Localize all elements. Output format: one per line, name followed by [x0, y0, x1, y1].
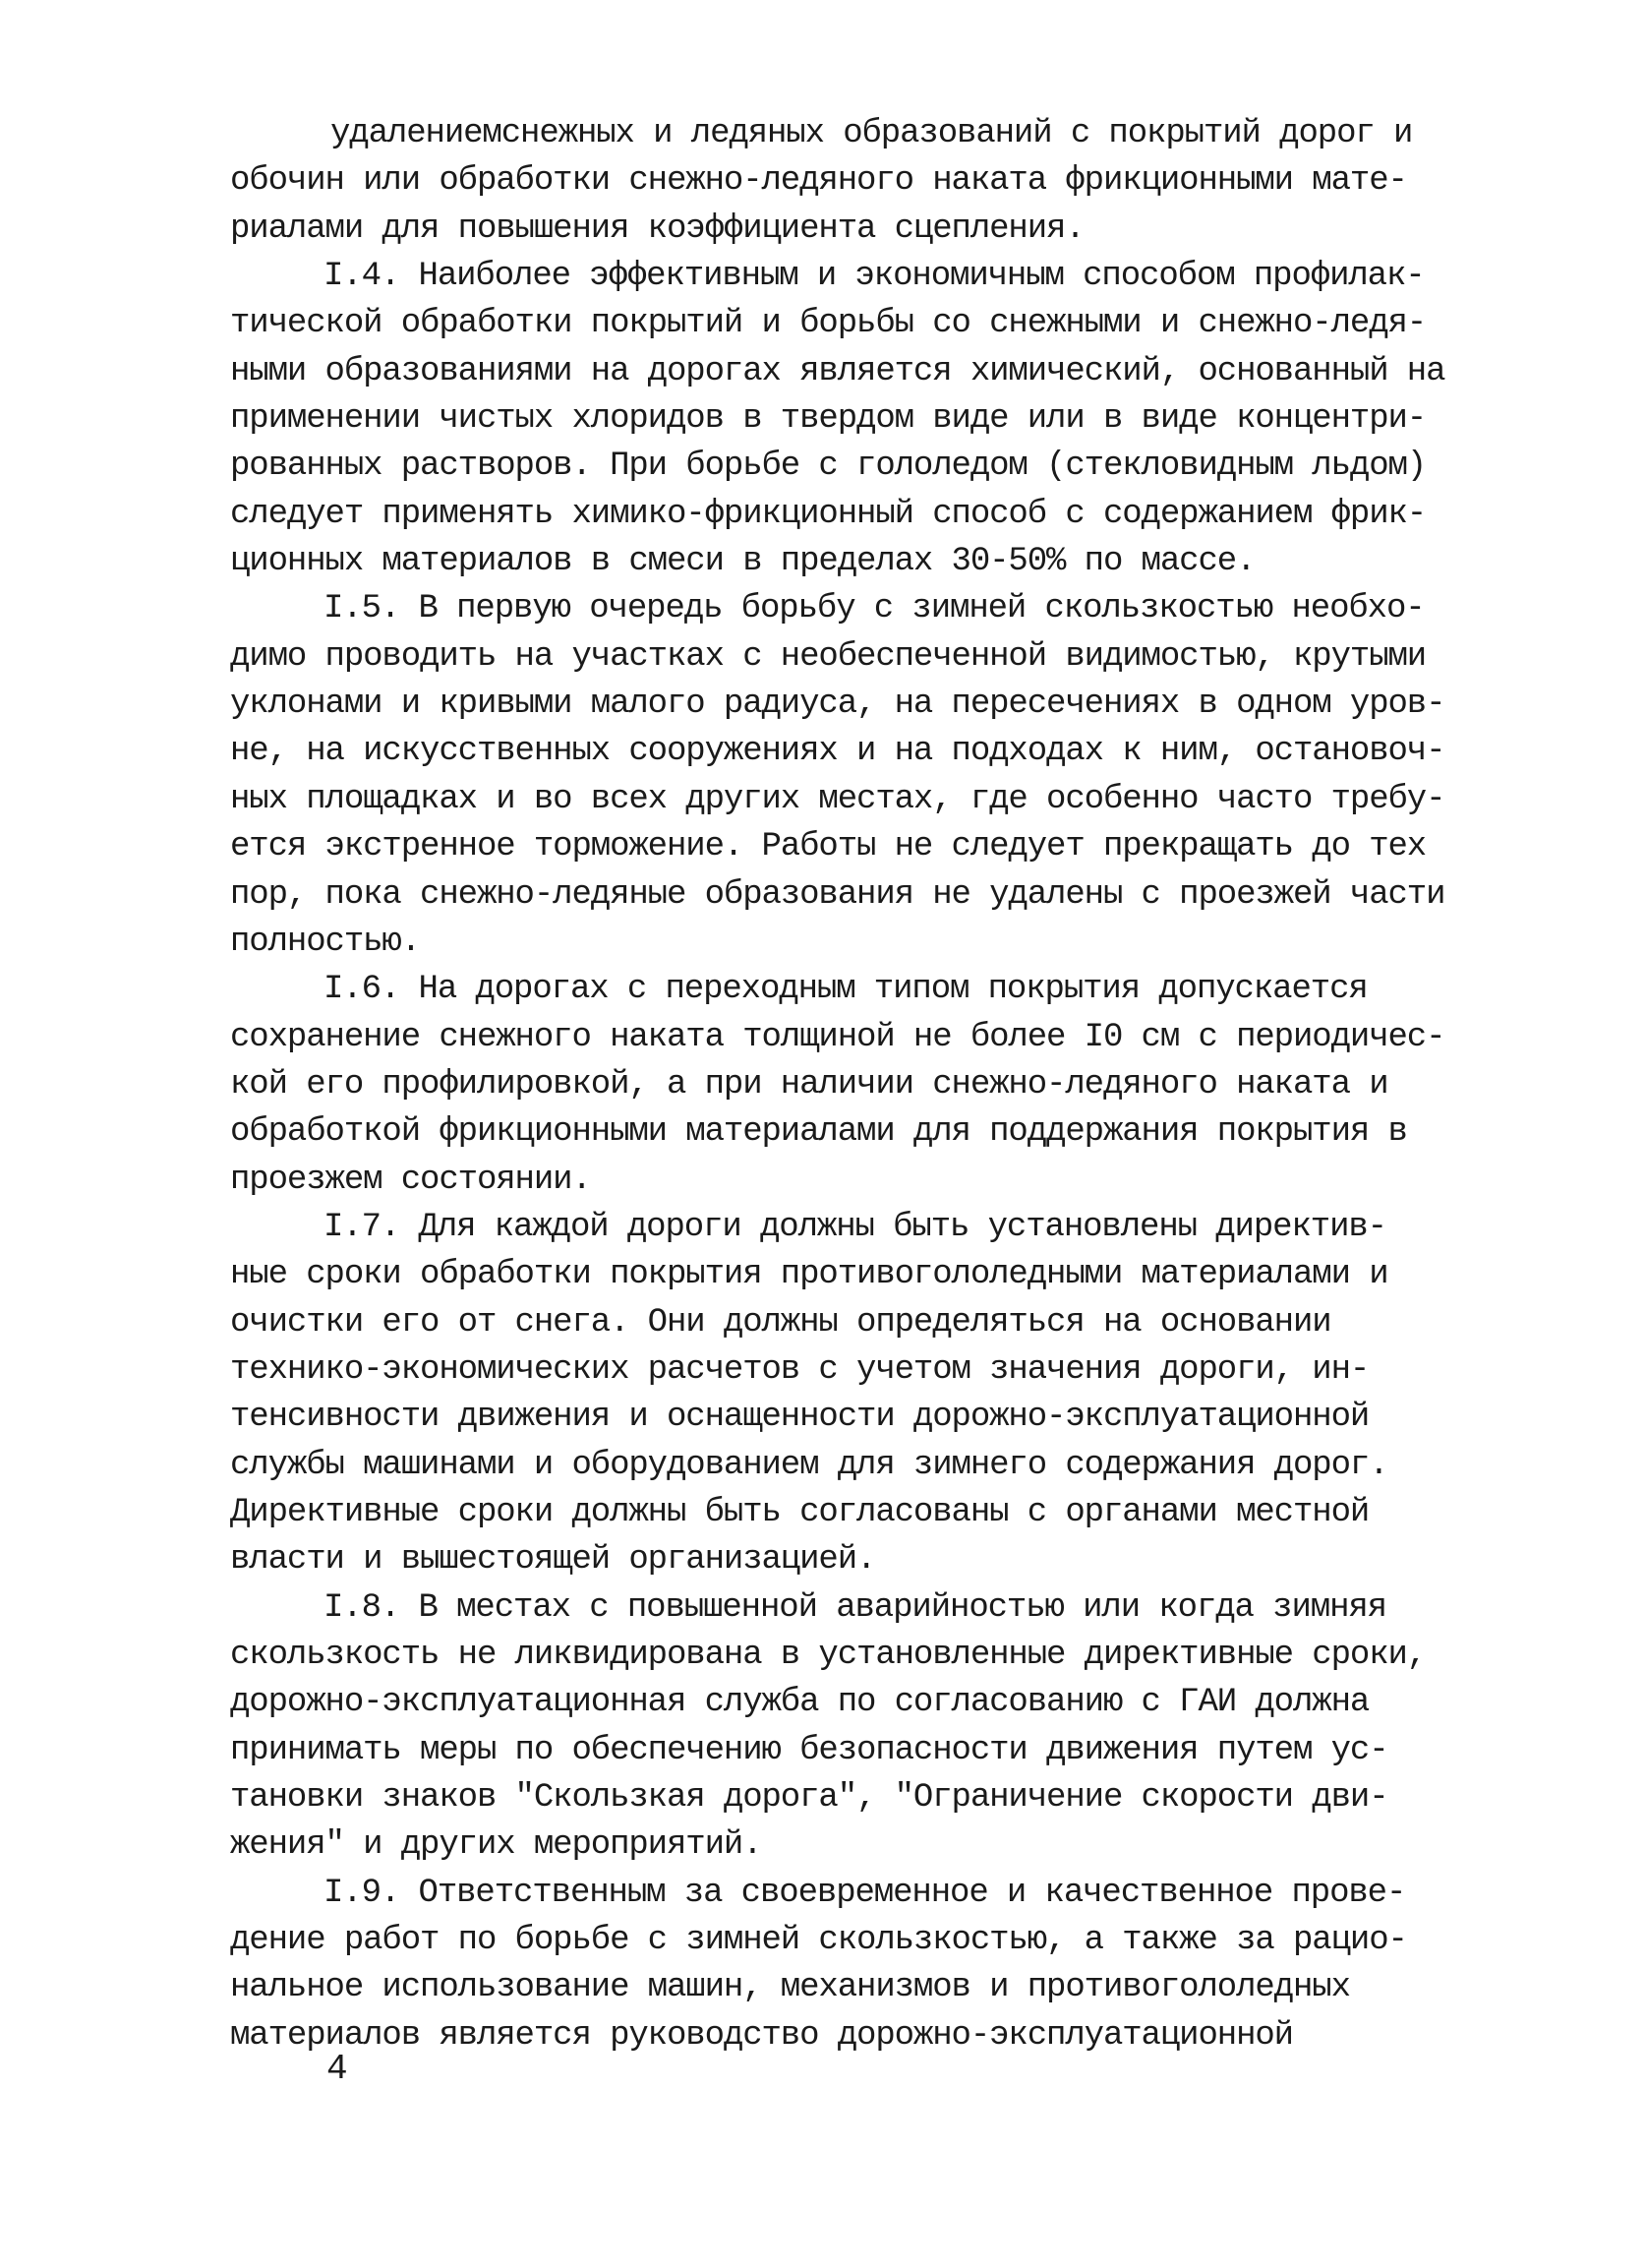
text-line: проезжем состоянии. — [230, 1161, 591, 1199]
text-line: тановки знаков "Скользкая дорога", "Ограничение скорости дви- — [230, 1779, 1388, 1818]
text-line: дорожно-эксплуатационная служба по согласованию с ГАИ должна — [230, 1684, 1370, 1722]
text-line: тической обработки покрытий и борьбы со снежными и снежно-ледя- — [230, 305, 1427, 343]
text-line: материалов является руководство дорожно-эксплуатационной — [230, 2016, 1293, 2055]
paragraph-1-8-start: I.8. В местах с повышенной аварийностью или когда зимняя — [323, 1588, 1386, 1627]
text-line: власти и вышестоящей организацией. — [230, 1541, 876, 1580]
text-line: ется экстренное торможение. Работы не следует прекращать до тех — [230, 828, 1427, 866]
text-line: скользкость не ликвидирована в установленные директивные сроки, — [230, 1637, 1427, 1674]
text-line: технико-экономических расчетов с учетом значения дороги, ин- — [230, 1350, 1370, 1389]
text-line: очистки его от снега. Они должны определяться на основании — [230, 1303, 1331, 1342]
text-line: пор, пока снежно-ледяные образования не удалены с проезжей части — [230, 875, 1445, 914]
text-line: кой его профилировкой, а при наличии снежно-ледяного наката и — [230, 1065, 1388, 1104]
text-line: обработкой фрикционными материалами для поддержания покрытия в — [230, 1113, 1407, 1152]
paragraph-1-4-start: I.4. Наиболее эффективным и экономичным способом профилак- — [323, 258, 1425, 296]
text-line: нальное использование машин, механизмов и противогололедных — [230, 1969, 1350, 2007]
text-line: службы машинами и оборудованием для зимнего содержания дорог. — [230, 1446, 1388, 1484]
text-line: не, на искусственных сооружениях и на подходах к ним, остановоч- — [230, 733, 1445, 771]
text-line: рованных растворов. При борьбе с гололедом (стекловидным льдом) — [230, 448, 1427, 486]
text-line: применении чистых хлоридов в твердом виде или в виде концентри- — [230, 400, 1427, 439]
text-line: димо проводить на участках с необеспеченной видимостью, крутыми — [230, 637, 1427, 676]
text-line: полностью. — [230, 923, 421, 961]
text-line: ционных материалов в смеси в пределах 30-50% по массе. — [230, 543, 1256, 581]
text-line: обочин или обработки снежно-ледяного наката фрикционными мате- — [230, 162, 1407, 201]
text-line: ными образованиями на дорогах является химический, основанный на — [230, 352, 1445, 390]
text-line: сохранение снежного наката толщиной не более I0 см с периодичес- — [230, 1018, 1445, 1056]
text-line: следует применять химико-фрикционный способ с содержанием фрик- — [230, 495, 1427, 533]
text-line: удалениемснежных и ледяных образований с покрытий дорог и — [330, 115, 1413, 152]
text-line: жения" и других мероприятий. — [230, 1826, 762, 1865]
text-line: Директивные сроки должны быть согласованы с органами местной — [230, 1493, 1370, 1531]
paragraph-1-7-start: I.7. Для каждой дороги должны быть установлены директив- — [323, 1208, 1386, 1246]
paragraph-1-9-start: I.9. Ответственным за своевременное и качественное прове- — [323, 1874, 1406, 1912]
text-line: ные сроки обработки покрытия противогололедными материалами и — [230, 1256, 1388, 1294]
text-line: дение работ по борьбе с зимней скользкостью, а также за рацио- — [230, 1922, 1407, 1960]
text-line: ных площадках и во всех других местах, где особенно часто требу- — [230, 780, 1445, 818]
text-line: принимать меры по обеспечению безопасности движения путем ус- — [230, 1731, 1388, 1769]
paragraph-1-5-start: I.5. В первую очередь борьбу с зимней скользкостью необхо- — [323, 590, 1425, 628]
paragraph-1-6-start: I.6. На дорогах с переходным типом покрытия допускается — [323, 971, 1368, 1009]
body-text — [230, 110, 1459, 2059]
page-number: 4 — [326, 2049, 348, 2089]
text-line: уклонами и кривыми малого радиуса, на пересечениях в одном уров- — [230, 686, 1445, 724]
text-line: риалами для повышения коэффициента сцепления. — [230, 209, 1085, 248]
text-line: тенсивности движения и оснащенности дорожно-эксплуатационной — [230, 1399, 1370, 1437]
